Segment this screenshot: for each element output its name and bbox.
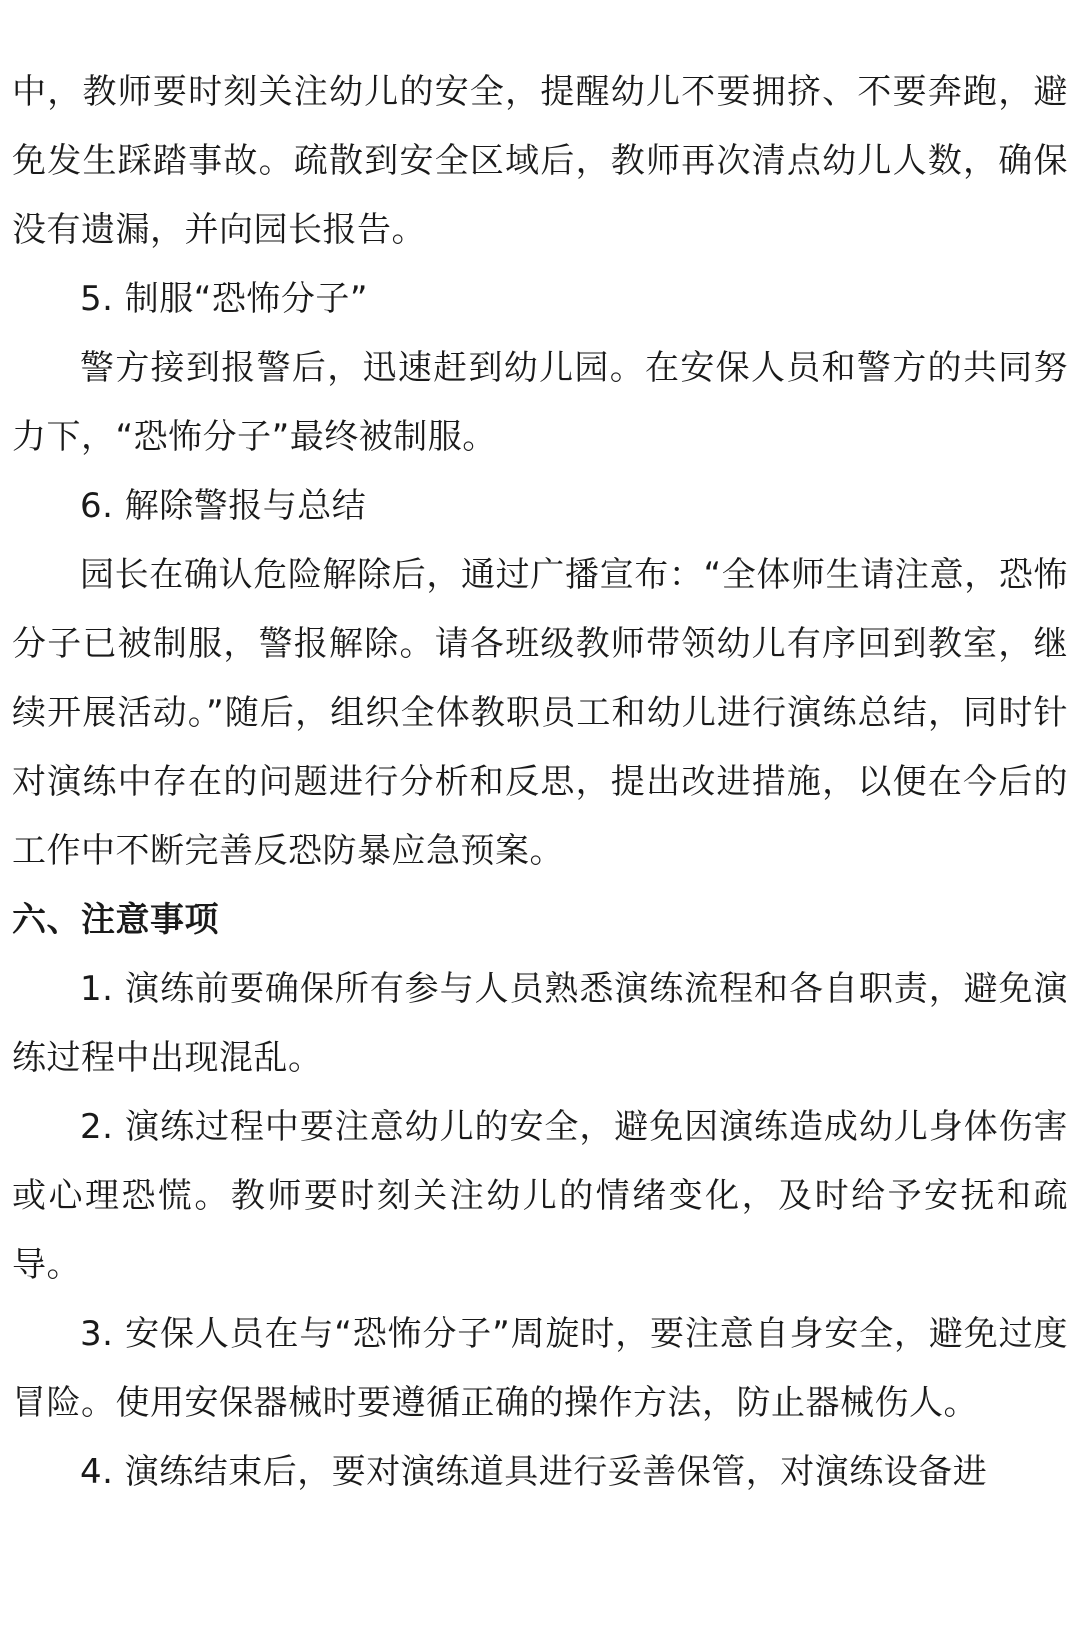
document-page <box>0 58 1080 1507</box>
paragraph-evacuation-continued: 中，教师要时刻关注幼儿的安全，提醒幼儿不要拥挤、不要奔跑，避免发生踩踏事故。疏散到安全区域后，教师再次清点幼儿人数，确保没有遗漏，并向园长报告。 <box>12 72 1068 250</box>
paragraph-police-arrive: 警方接到报警后，迅速赶到幼儿园。在安保人员和警方的共同努力下，“恐怖分子”最终被制服。 <box>12 348 1068 457</box>
subheading-subdue-terrorist: 5. 制服“恐怖分子” <box>80 279 368 319</box>
precaution-item-3: 3. 安保人员在与“恐怖分子”周旋时，要注意自身安全，避免过度冒险。使用安保器械时要遵循正确的操作方法，防止器械伤人。 <box>12 1314 1068 1423</box>
paragraph-principal-announcement: 园长在确认危险解除后，通过广播宣布：“全体师生请注意，恐怖分子已被制服，警报解除。请各班级教师带领幼儿有序回到教室，继续开展活动。”随后，组织全体教职员工和幼儿进行演练总结，同时针对演练中存在的问题进行分析和反思，提出改进措施，以便在今后的工作中不断完善反恐防暴应急预案。 <box>12 555 1068 871</box>
precaution-item-2: 2. 演练过程中要注意幼儿的安全，避免因演练造成幼儿身体伤害或心理恐慌。教师要时刻关注幼儿的情绪变化，及时给予安抚和疏导。 <box>12 1107 1068 1285</box>
precaution-item-1: 1. 演练前要确保所有参与人员熟悉演练流程和各自职责，避免演练过程中出现混乱。 <box>12 969 1068 1078</box>
precaution-item-4: 4. 演练结束后，要对演练道具进行妥善保管，对演练设备进 <box>80 1452 988 1492</box>
subheading-lift-alarm-summary: 6. 解除警报与总结 <box>80 486 367 526</box>
section-heading-precautions: 六、注意事项 <box>12 900 219 940</box>
